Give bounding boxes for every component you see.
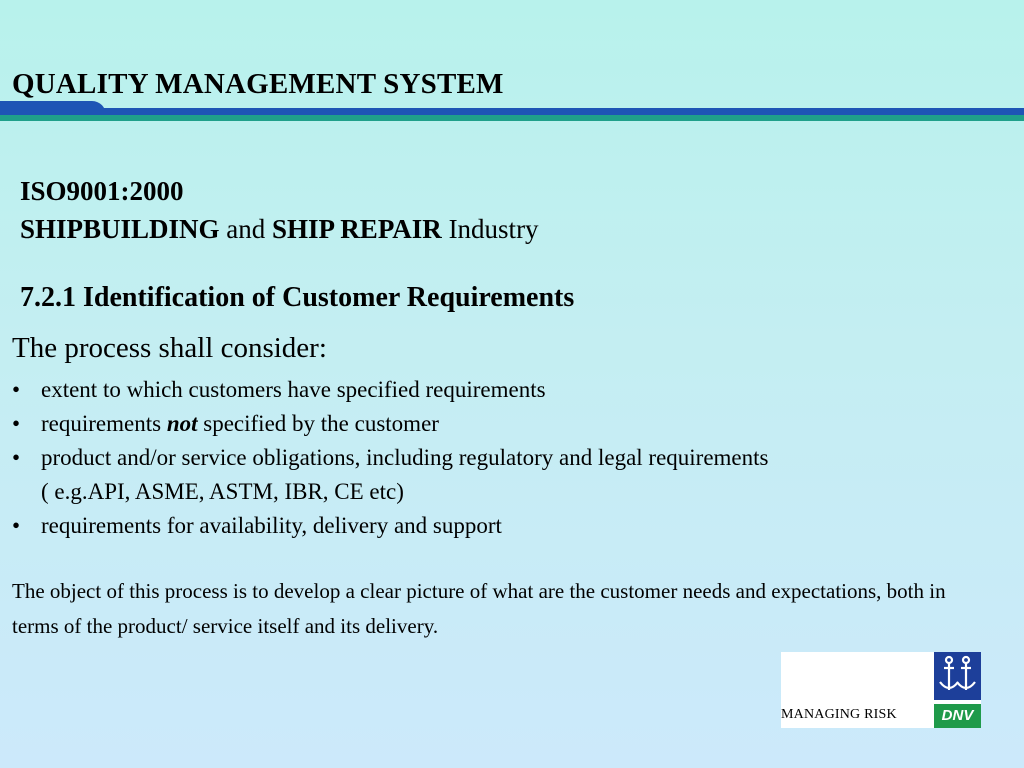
list-item (12, 441, 768, 475)
industry-line (20, 210, 539, 248)
industry-ship-repair: SHIP REPAIR (272, 214, 442, 244)
list-item-text: specified by the customer (197, 411, 439, 436)
industry-shipbuilding: SHIPBUILDING (20, 214, 220, 244)
list-item (12, 373, 768, 407)
list-item-text: extent to which customers have specified requirements (41, 377, 546, 402)
industry-suffix: Industry (441, 214, 539, 244)
bullet-marker: • (12, 411, 21, 436)
emphasis-not: not (166, 411, 198, 436)
logo-tagline: MANAGING RISK (781, 707, 897, 722)
anchor-icon-svg (934, 652, 981, 700)
dnv-brand: DNV (934, 704, 981, 728)
list-item-text: ( e.g.API, ASME, ASTM, IBR, CE etc) (41, 479, 404, 504)
standard-heading (20, 172, 539, 248)
dnv-logo (781, 652, 981, 728)
page-title: QUALITY MANAGEMENT SYSTEM (12, 68, 504, 100)
list-item-continuation (12, 475, 768, 509)
section-title: 7.2.1 Identification of Customer Requirements (20, 282, 575, 313)
list-item (12, 509, 768, 543)
summary-paragraph: The object of this process is to develop a clear picture of what are the customer needs and expectations, both in terms of the product/ service itself and its delivery. (12, 579, 946, 638)
header-rule-green (0, 115, 1024, 121)
header-rule-blue (0, 108, 1024, 115)
bullet-marker: • (12, 445, 21, 470)
standard-name: ISO9001:2000 (20, 176, 184, 206)
industry-connector: and (219, 214, 273, 244)
anchor-icon (934, 652, 981, 700)
list-item-text: requirements for availability, delivery and support (41, 513, 502, 538)
lead-text: The process shall consider: (12, 332, 327, 364)
bullet-marker: • (12, 377, 21, 402)
list-item (12, 407, 768, 441)
bullet-marker: • (12, 513, 21, 538)
list-item-text: requirements (41, 411, 167, 436)
list-item-text: product and/or service obligations, including regulatory and legal requirements (41, 445, 769, 470)
requirements-list (12, 373, 768, 543)
